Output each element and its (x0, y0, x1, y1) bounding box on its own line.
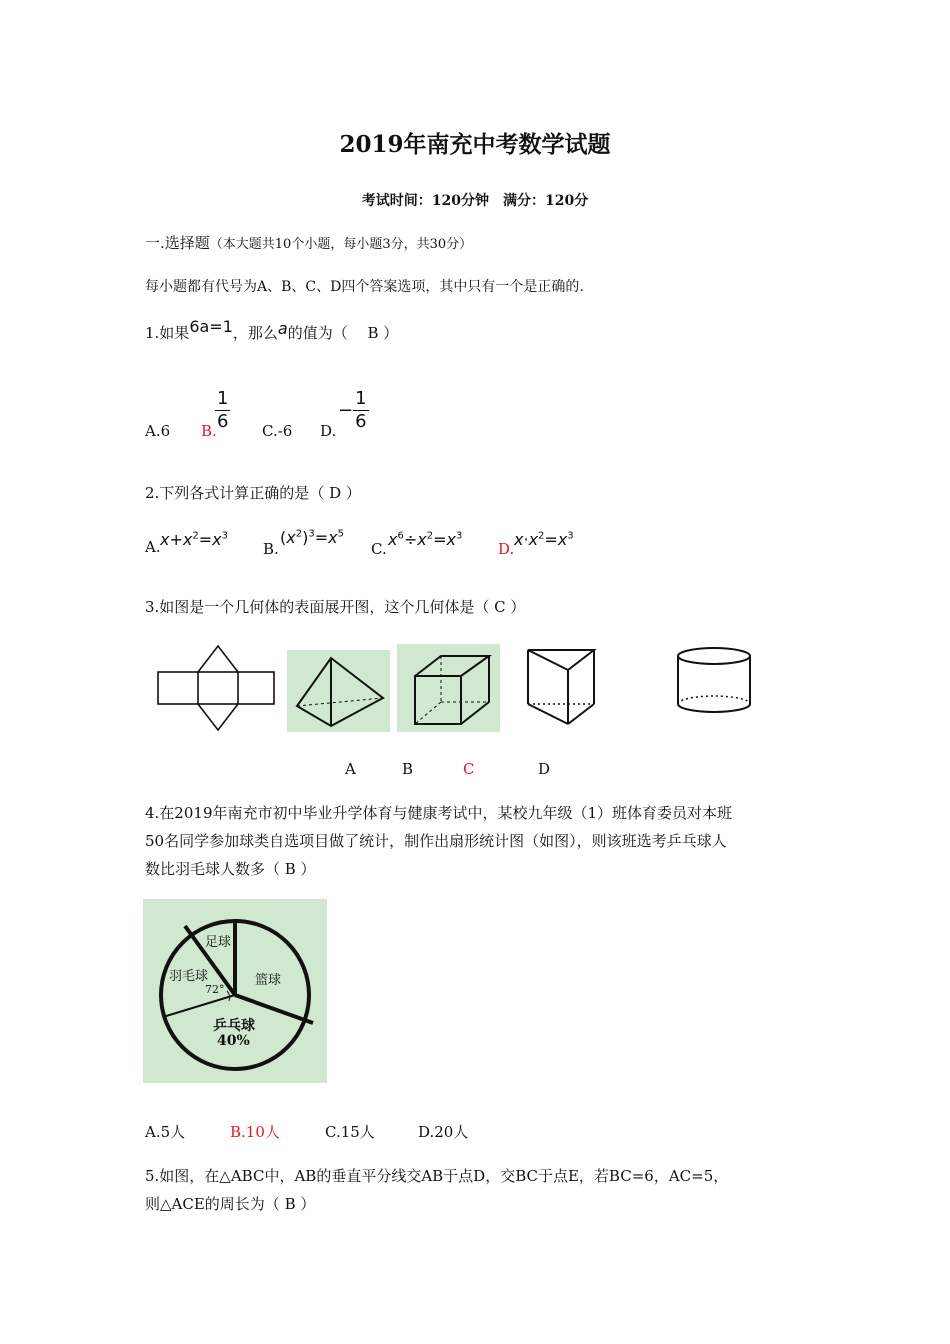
pie-label-pingpong: 乒乓球 (213, 1018, 255, 1034)
exam-info: 考试时间：120分钟 满分：120分 (361, 193, 589, 209)
q2-option-c-label: C. (371, 540, 387, 558)
section-header (145, 232, 472, 256)
question-4-line-2: 50名同学参加球类自选项目做了统计，制作出扇形统计图（如图），则该班选考乒乓球人 (145, 832, 727, 850)
q2-option-d-label: D. (498, 540, 515, 558)
question-4-line-3: 数比羽毛球人数多（ B ） (145, 860, 316, 878)
q1-option-b: B. (201, 422, 217, 440)
q1-variable: a (277, 319, 288, 338)
section-note: （本大题共10个小题，每小题3分，共30分） (209, 237, 473, 252)
question-5-line-2: 则△ACE的周长为（ B ） (145, 1195, 316, 1213)
q2-option-b-label: B. (263, 540, 279, 558)
fraction-numerator: 1 (217, 388, 229, 409)
option-d-cylinder-figure (670, 640, 760, 720)
q4-option-c: C.15人 (325, 1123, 375, 1141)
pie-label-angle: 72° (205, 983, 225, 996)
option-c-prism-figure (520, 640, 604, 730)
minus-sign: − (338, 400, 354, 421)
q2-option-b-formula: $(x^2)^3=x^5$ (280, 528, 344, 547)
page-title: 2019年南充中考数学试题 (339, 131, 611, 158)
q2-option-d-formula: $x\cdot x^2=x^3$ (514, 530, 574, 549)
q4-option-b: B.10人 (230, 1123, 280, 1141)
question-4-line-1: 4.在2019年南充市初中毕业升学体育与健康考试中，某校九年级（1）班体育委员对本班 (145, 804, 733, 822)
fraction-denominator: 6 (217, 411, 229, 432)
q1-suffix: 的值为（ B ） (287, 324, 399, 342)
q1-prefix: 1.如果 (145, 324, 190, 342)
q1-mid: ，那么 (232, 324, 278, 342)
q1-option-d-fraction (338, 388, 369, 433)
q4-option-d: D.20人 (418, 1123, 469, 1141)
q1-option-d: D. (320, 422, 337, 440)
question-5-line-1: 5.如图，在△ABC中，AB的垂直平分线交AB于点D，交BC于点E，若BC=6，AC=5， (145, 1167, 729, 1185)
q3-label-a: A (345, 760, 356, 778)
q1-option-b-fraction (215, 388, 230, 433)
prism-net-figure (150, 640, 280, 735)
q2-option-c-formula: $x^6\div x^2=x^3$ (388, 530, 463, 549)
question-2: 2.下列各式计算正确的是（ D ） (145, 484, 361, 502)
pie-chart-figure (143, 899, 327, 1083)
fraction-numerator: 1 (355, 388, 367, 409)
option-b-cube-figure (397, 644, 500, 732)
q2-option-a-label: A. (145, 538, 161, 556)
option-a-tetrahedron-figure (287, 650, 390, 732)
section-heading: 一.选择题 (145, 234, 210, 252)
q3-label-c: C (463, 760, 475, 778)
instruction: 每小题都有代号为A、B、C、D四个答案选项，其中只有一个是正确的. (145, 279, 584, 295)
question-1 (145, 317, 399, 344)
question-3: 3.如图是一个几何体的表面展开图，这个几何体是（ C ） (145, 598, 526, 616)
q1-option-c: C.-6 (262, 422, 293, 440)
pie-label-pingpong-percent: 40% (217, 1033, 250, 1049)
q4-option-a: A.5人 (145, 1123, 186, 1141)
pie-label-basketball: 篮球 (255, 973, 282, 988)
q3-label-b: B (402, 760, 414, 778)
fraction-denominator: 6 (355, 411, 367, 432)
q1-option-a: A.6 (145, 422, 171, 440)
pie-label-badminton: 羽毛球 (169, 969, 209, 984)
pie-label-football: 足球 (205, 935, 232, 950)
q1-expression: 6a=1 (189, 317, 233, 336)
q2-option-a-formula: $x+x^2=x^3$ (160, 530, 228, 549)
q3-label-d: D (538, 760, 551, 778)
